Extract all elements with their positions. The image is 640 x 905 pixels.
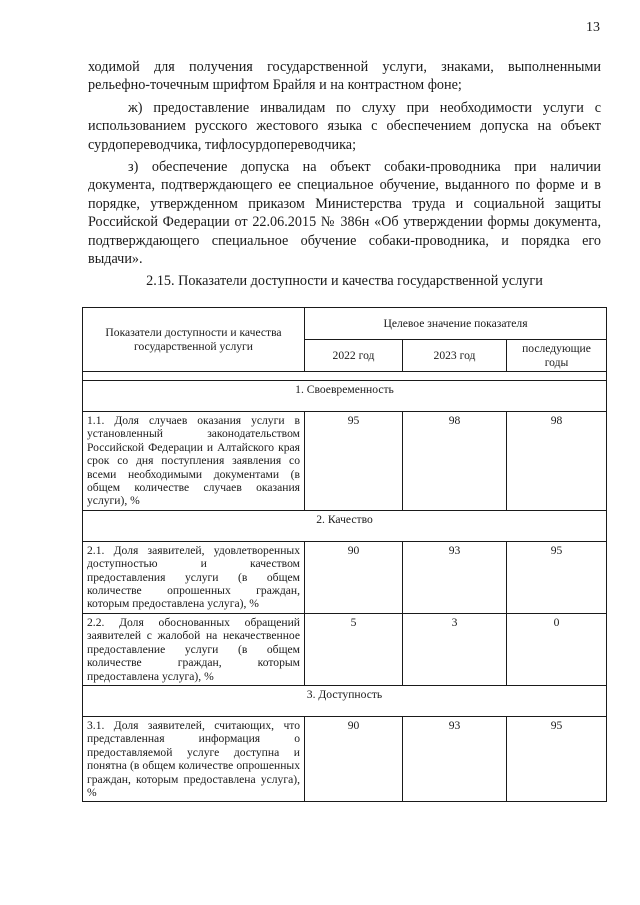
indicator-name: 1.1. Доля случаев оказания услуги в установленный законодательством Российской Федерации и Алтайского края срок со дня поступления заявления со всеми необходимыми документами (в общем количестве случаев оказания услуги), %	[83, 412, 305, 511]
value-2023: 3	[403, 613, 507, 685]
indicator-name: 2.2. Доля обоснованных обращений заявителей с жалобой на некачественное предоставление услуги (в общем количестве граждан, которым предоставлена услуга), %	[83, 613, 305, 685]
header-year-2022: 2022 год	[305, 340, 403, 372]
group-title: 2. Качество	[83, 510, 607, 541]
group-row	[83, 510, 607, 541]
paragraph-continuation: ходимой для получения государственной услуги, знаками, выполненными рельефно-точечным шрифтом Брайля и на контрастном фоне;	[88, 59, 601, 94]
header-target-value: Целевое значение показателя	[305, 308, 607, 340]
group-row	[83, 685, 607, 716]
value-2022: 90	[305, 716, 403, 801]
page-number: 13	[586, 20, 600, 35]
value-2022: 90	[305, 541, 403, 613]
value-2022: 95	[305, 412, 403, 511]
value-subsequent: 95	[507, 541, 607, 613]
header-subsequent-years: последующие годы	[507, 340, 607, 372]
indicator-name: 2.1. Доля заявителей, удовлетворенных доступностью и качеством предоставления услуги (в общем количестве опрошенных граждан, которым предоставлена услуга), %	[83, 541, 305, 613]
table-row	[83, 716, 607, 801]
value-subsequent: 98	[507, 412, 607, 511]
value-subsequent: 0	[507, 613, 607, 685]
group-title: 3. Доступность	[83, 685, 607, 716]
indicators-table	[82, 307, 607, 802]
indicator-name: 3.1. Доля заявителей, считающих, что представленная информация о предоставляемой услуге доступна и понятна (в общем количестве опрошенных граждан, которым предоставлена услуга), %	[83, 716, 305, 801]
paragraph-item-z: з) обеспечение допуска на объект собаки-проводника при наличии документа, подтверждающего ее специальное обучение, выданного по форме и в порядке, утвержденном приказом Министерства труда и социальной защиты Российской Федерации от 22.06.2015 № 386н «Об утверждении формы документа, подтверждающего специальное обучение собаки-проводника, и порядка его выдачи».	[88, 159, 601, 268]
value-2023: 93	[403, 716, 507, 801]
value-subsequent: 95	[507, 716, 607, 801]
header-indicator: Показатели доступности и качества государственной услуги	[83, 308, 305, 372]
value-2023: 98	[403, 412, 507, 511]
body-text	[88, 58, 601, 268]
table-row	[83, 613, 607, 685]
group-title: 1. Своевременность	[83, 381, 607, 412]
table-row	[83, 412, 607, 511]
value-2022: 5	[305, 613, 403, 685]
value-2023: 93	[403, 541, 507, 613]
table-row	[83, 541, 607, 613]
header-year-2023: 2023 год	[403, 340, 507, 372]
section-heading: 2.15. Показатели доступности и качества государственной услуги	[146, 273, 543, 289]
paragraph-item-zh: ж) предоставление инвалидам по слуху при необходимости услуги с использованием русского жестового языка с обеспечением допуска на объект сурдопереводчика, тифлосурдопереводчика;	[88, 99, 601, 153]
group-row	[83, 381, 607, 412]
